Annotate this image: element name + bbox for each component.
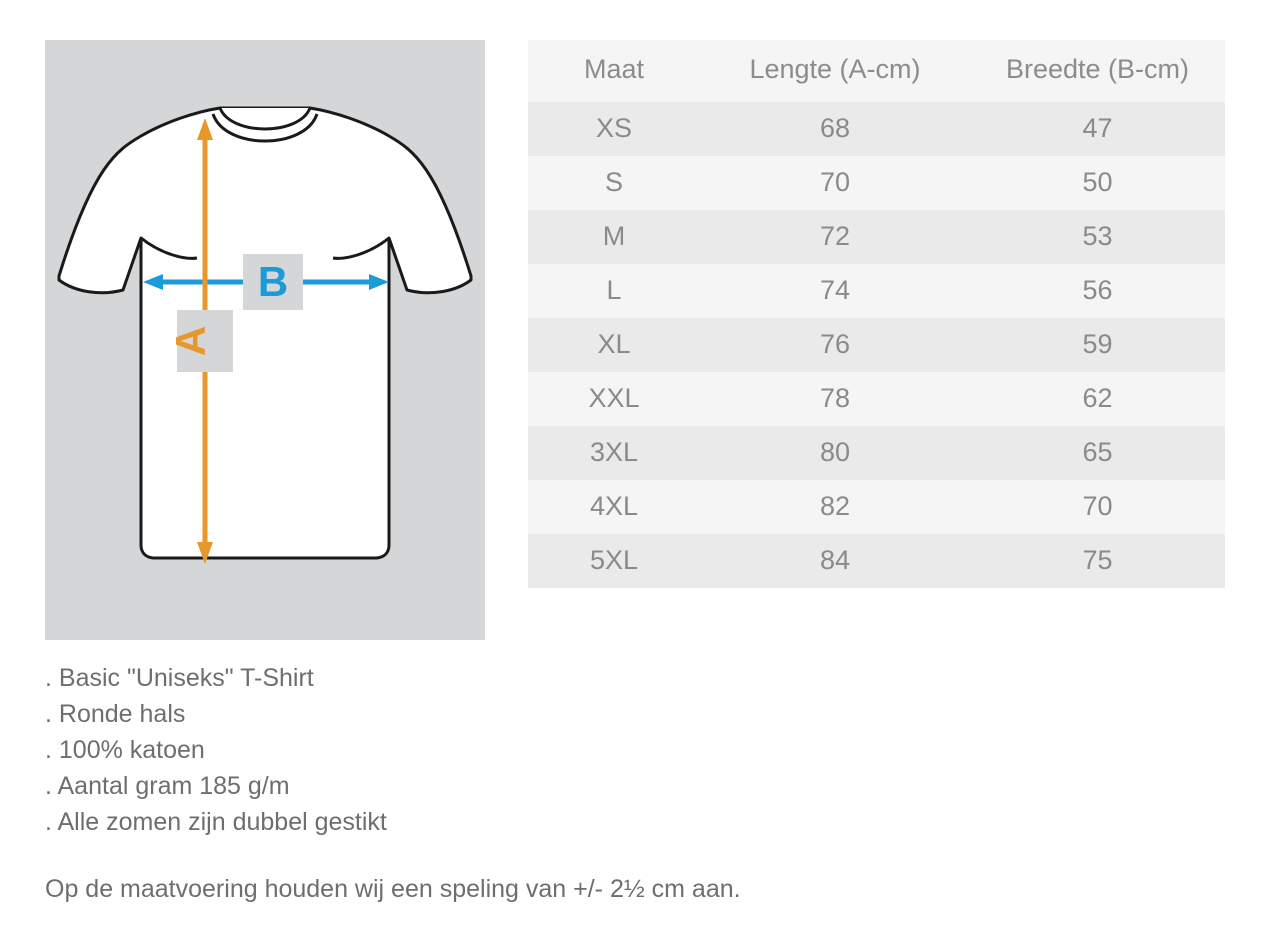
table-row — [528, 264, 1225, 318]
cell-width: 47 — [970, 102, 1225, 156]
table-row — [528, 210, 1225, 264]
table-header — [528, 40, 1225, 102]
cell-length: 74 — [700, 264, 970, 318]
table-row — [528, 426, 1225, 480]
cell-size: 3XL — [528, 426, 700, 480]
list-item: . Basic "Uniseks" T-Shirt — [45, 664, 314, 692]
column-header-size: Maat — [528, 40, 700, 102]
table-row — [528, 318, 1225, 372]
column-header-width: Breedte (B-cm) — [970, 40, 1225, 102]
shirt-body — [59, 108, 471, 558]
cell-length: 80 — [700, 426, 970, 480]
size-chart-table — [528, 40, 1225, 588]
shirt-diagram — [45, 40, 485, 640]
table-row — [528, 156, 1225, 210]
cell-length: 84 — [700, 534, 970, 588]
cell-size: S — [528, 156, 700, 210]
table-body — [528, 102, 1225, 588]
cell-length: 76 — [700, 318, 970, 372]
cell-length: 68 — [700, 102, 970, 156]
cell-size: M — [528, 210, 700, 264]
table-row — [528, 102, 1225, 156]
column-header-length: Lengte (A-cm) — [700, 40, 970, 102]
table-row — [528, 534, 1225, 588]
cell-size: 5XL — [528, 534, 700, 588]
table-header-row — [528, 40, 1225, 102]
list-item: . Alle zomen zijn dubbel gestikt — [45, 808, 387, 836]
cell-size: 4XL — [528, 480, 700, 534]
cell-size: XS — [528, 102, 700, 156]
cell-width: 50 — [970, 156, 1225, 210]
cell-size: XXL — [528, 372, 700, 426]
table-row — [528, 480, 1225, 534]
cell-width: 75 — [970, 534, 1225, 588]
list-item: . Aantal gram 185 g/m — [45, 772, 290, 800]
cell-width: 65 — [970, 426, 1225, 480]
cell-width: 53 — [970, 210, 1225, 264]
list-item: . 100% katoen — [45, 736, 205, 764]
table-row — [528, 372, 1225, 426]
shirt-illustration-panel — [45, 40, 485, 640]
cell-length: 78 — [700, 372, 970, 426]
cell-length: 70 — [700, 156, 970, 210]
cell-width: 70 — [970, 480, 1225, 534]
label-a: A — [167, 325, 214, 357]
cell-length: 82 — [700, 480, 970, 534]
label-b: B — [257, 258, 289, 305]
cell-size: XL — [528, 318, 700, 372]
cell-length: 72 — [700, 210, 970, 264]
cell-width: 62 — [970, 372, 1225, 426]
cell-size: L — [528, 264, 700, 318]
tolerance-note: Op de maatvoering houden wij een speling van +/- 2½ cm aan. — [45, 875, 741, 903]
cell-width: 59 — [970, 318, 1225, 372]
feature-list — [45, 660, 745, 840]
cell-width: 56 — [970, 264, 1225, 318]
list-item: . Ronde hals — [45, 700, 186, 728]
